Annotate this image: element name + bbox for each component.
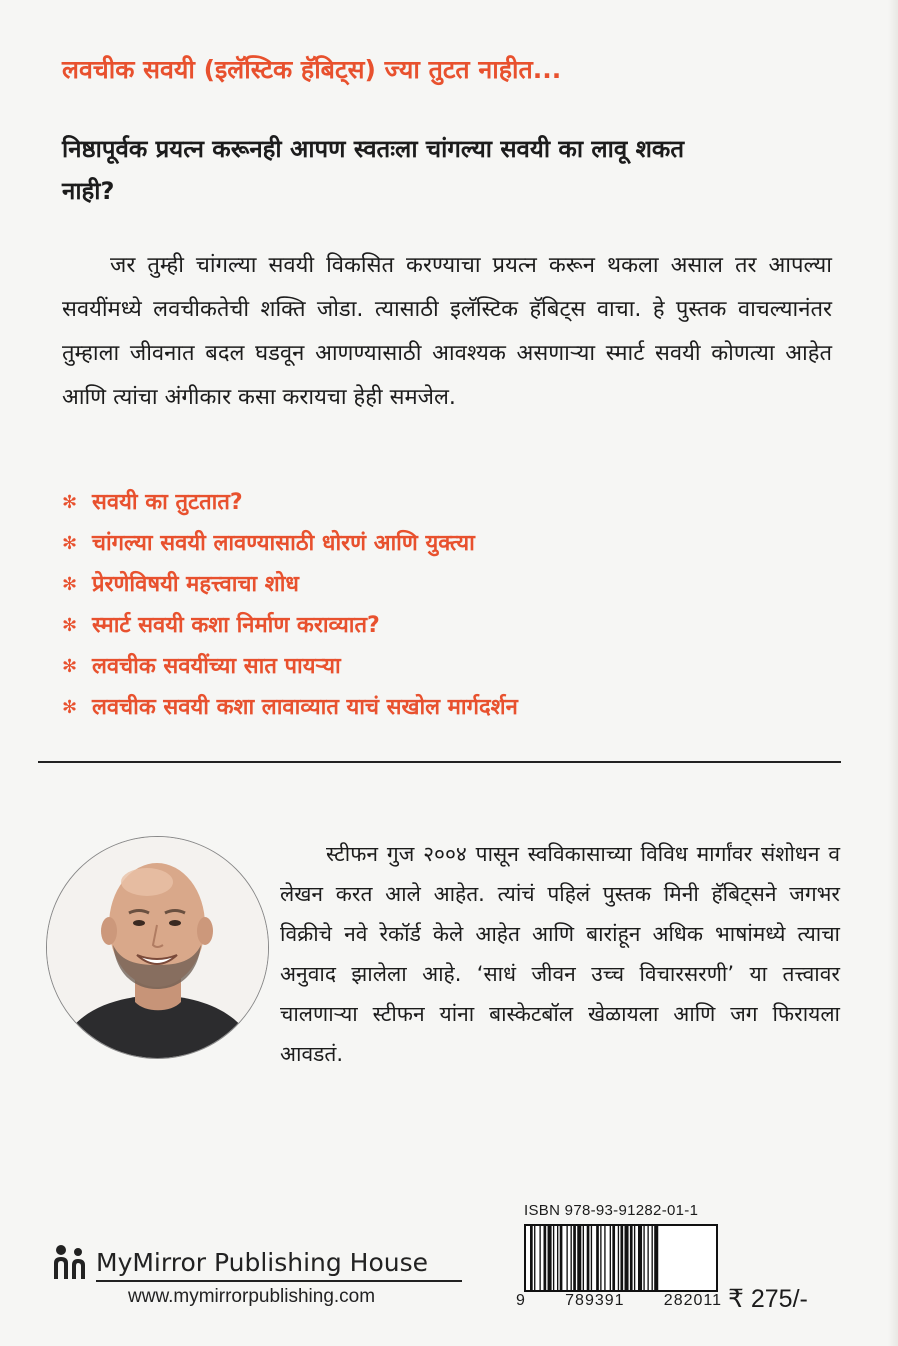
bullet-text: चांगल्या सवयी लावण्यासाठी धोरणं आणि युक्त्या <box>92 531 475 556</box>
publisher-underline <box>96 1280 462 1282</box>
publisher-website: www.mymirrorpublishing.com <box>128 1286 376 1307</box>
barcode-bar <box>604 1226 605 1290</box>
asterisk-icon: ✻ <box>62 697 78 718</box>
bullet-text: लवचीक सवयींच्या सात पायऱ्या <box>92 654 341 679</box>
isbn-label: ISBN 978-93-91282-01-1 <box>524 1202 699 1219</box>
barcode-bar <box>618 1226 619 1290</box>
barcode-bar <box>638 1226 642 1290</box>
barcode-digit-group: 9 <box>516 1292 526 1309</box>
barcode <box>524 1224 718 1292</box>
barcode-bar <box>566 1226 567 1290</box>
publisher-brand <box>50 1242 462 1282</box>
price-label: ₹ 275/- <box>728 1285 808 1313</box>
section-divider <box>38 761 841 763</box>
asterisk-icon: ✻ <box>62 574 78 595</box>
barcode-bar <box>587 1226 590 1290</box>
barcode-bar <box>630 1226 633 1290</box>
barcode-bar <box>573 1226 576 1290</box>
barcode-digit-group: 282011 <box>663 1292 722 1309</box>
barcode-bar <box>591 1226 592 1290</box>
bullet-item <box>62 482 852 523</box>
barcode-bar <box>553 1226 554 1290</box>
bullet-item <box>62 523 852 564</box>
barcode-bar <box>557 1226 558 1290</box>
asterisk-icon: ✻ <box>62 615 78 636</box>
bullet-item <box>62 687 852 728</box>
barcode-bar <box>647 1226 648 1290</box>
headline: लवचीक सवयी (इलॅस्टिक हॅबिट्स) ज्या तुटत नाहीत... <box>62 55 562 84</box>
barcode-bar <box>652 1226 653 1290</box>
asterisk-icon: ✻ <box>62 656 78 677</box>
barcode-bar <box>539 1226 540 1290</box>
publisher-name: MyMirror Publishing House <box>96 1247 429 1277</box>
author-photo <box>46 836 269 1059</box>
author-bio: स्टीफन गुज २००४ पासून स्वविकासाच्या विविध मार्गांवर संशोधन व लेखन करत आले आहेत. त्यांचं पहिलं पुस्तक मिनी हॅबिट्सने जगभर विक्रीचे नवे रेकॉर्ड केले आहेत आणि बारांहून अधिक भाषांमध्ये त्याचा अनुवाद झालेला आहे. ‘साधं जीवन उच्च विचारसरणी’ या तत्त्वावर चालणाऱ्या स्टीफन यांना बास्केटबॉल खेळायला आणि जग फिरायला आवडतं. <box>280 842 840 1066</box>
barcode-bar <box>610 1226 611 1290</box>
barcode-bars-icon <box>526 1226 716 1290</box>
barcode-digits <box>516 1292 722 1310</box>
barcode-bar <box>534 1226 535 1290</box>
barcode-digit-group: 789391 <box>565 1292 625 1309</box>
author-portrait-icon <box>47 837 268 1058</box>
asterisk-icon: ✻ <box>62 533 78 554</box>
page-edge <box>888 0 898 1346</box>
barcode-bar <box>643 1226 644 1290</box>
barcode-bar <box>583 1226 584 1290</box>
barcode-bar <box>548 1226 552 1290</box>
asterisk-icon: ✻ <box>62 492 78 513</box>
barcode-bar <box>620 1226 623 1290</box>
barcode-bar <box>544 1226 547 1290</box>
bullet-item <box>62 605 852 646</box>
question-text: निष्ठापूर्वक प्रयत्न करूनही आपण स्वतःला चांगल्या सवयी का लावू शकत नाही? <box>62 135 685 205</box>
bullet-item <box>62 564 852 605</box>
bullet-text: लवचीक सवयी कशा लावाव्यात याचं सखोल मार्गदर्शन <box>92 695 518 720</box>
bullet-text: स्मार्ट सवयी कशा निर्माण कराव्यात? <box>92 613 380 638</box>
bullet-text: प्रेरणेविषयी महत्त्वाचा शोध <box>92 572 299 597</box>
mymirror-logo-icon <box>50 1243 90 1281</box>
barcode-bar <box>560 1226 563 1290</box>
body-paragraph: जर तुम्ही चांगल्या सवयी विकसित करण्याचा प्रयत्न करून थकला असाल तर आपल्या सवयींमध्ये लवचीकतेची शक्ति जोडा. त्यासाठी इलॅस्टिक हॅबिट्स वाचा. हे पुस्तक वाचल्यानंतर तुम्हाला जीवनात बदल घडवून आणण्यासाठी आवश्यक असणाऱ्या स्मार्ट सवयी कोणत्या आहेत आणि त्यांचा अंगीकार कसा करायचा हेही समजेल. <box>62 253 832 410</box>
bullet-item <box>62 646 852 687</box>
barcode-bar <box>634 1226 635 1290</box>
bullet-list <box>62 482 852 728</box>
barcode-bar <box>571 1226 572 1290</box>
barcode-bar <box>530 1226 533 1290</box>
barcode-bar <box>600 1226 601 1290</box>
barcode-bar <box>612 1226 615 1290</box>
bullet-text: सवयी का तुटतात? <box>92 490 243 515</box>
barcode-bar <box>577 1226 581 1290</box>
barcode-bar <box>654 1226 658 1290</box>
barcode-bar <box>625 1226 629 1290</box>
barcode-bar <box>596 1226 599 1290</box>
